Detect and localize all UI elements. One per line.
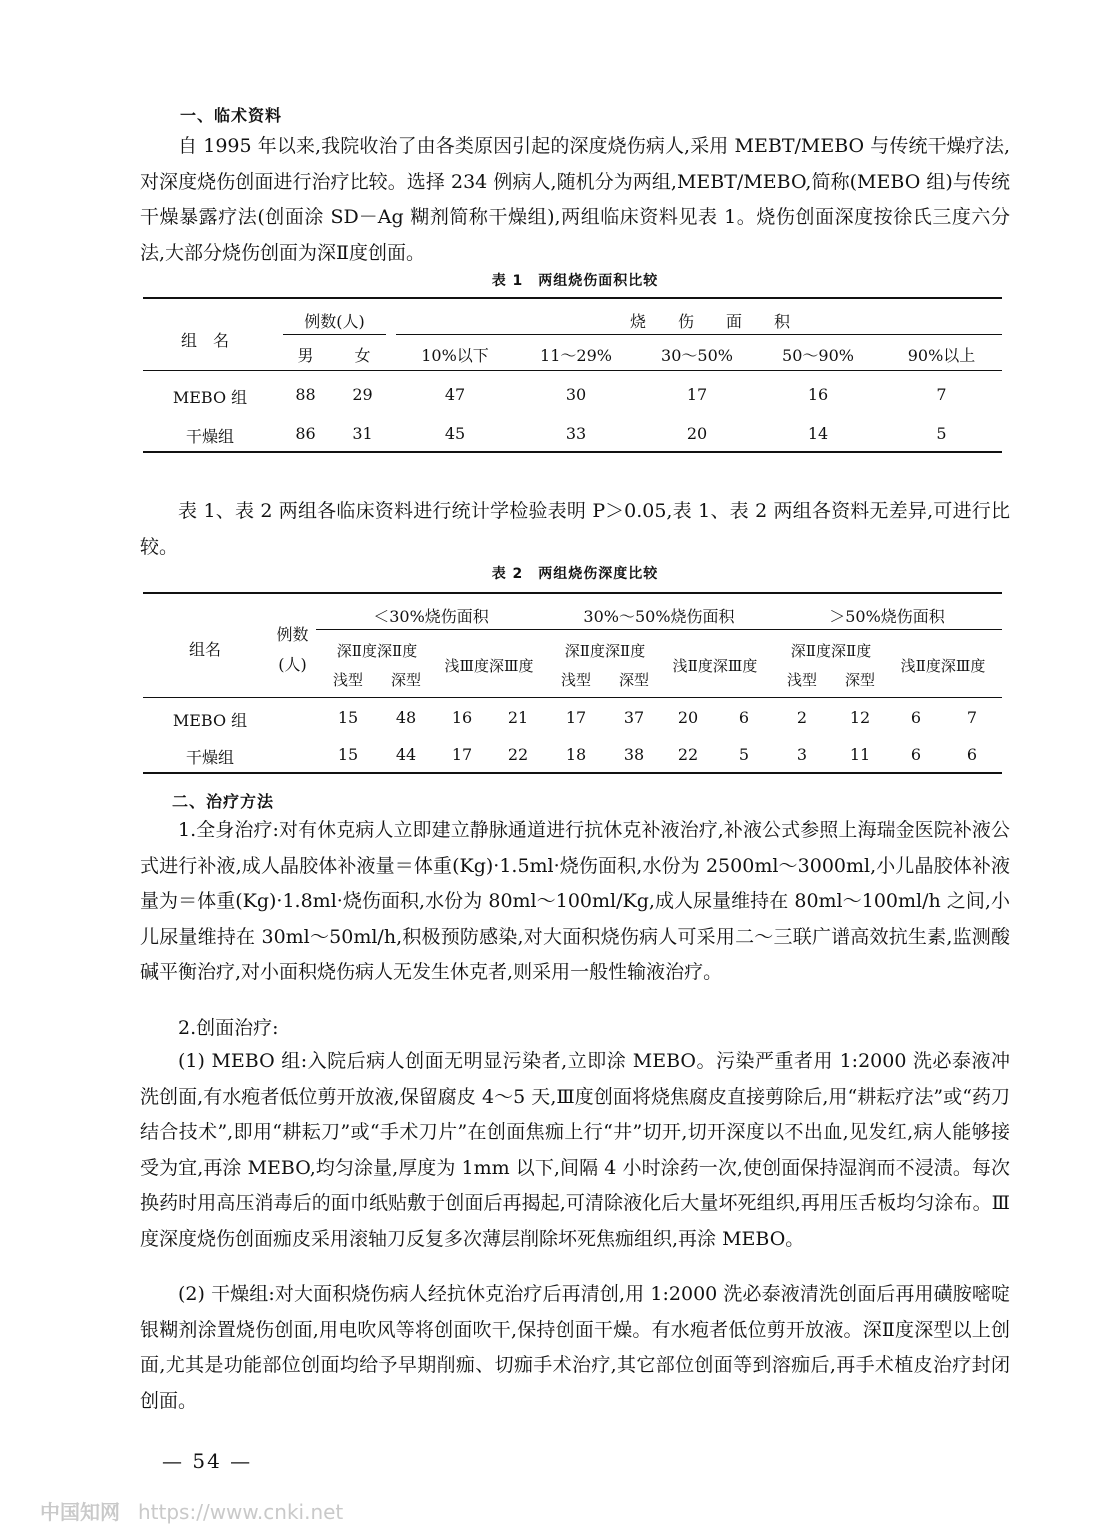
table1-head-group: 组 名 (180, 331, 229, 350)
section2-paragraph-mebo: (1) MEBO 组:入院后病人创面无明显污染者,立即涂 MEBO。污染严重者用 1:2000 洗必泰液冲洗创面,有水疱者低位剪开放液,保留腐皮 4～5 天,Ⅲ度创面将烧焦腐皮直接剪除后,用“耕耘疗法”或“药刀结合技术”,即用“耕耘刀”或“手术刀片”在创面焦痂上行“井”切开,切开深度以不出血,见发红,病人能够接受为宜,再涂 MEBO,均匀涂量,厚度为 1mm 以下,间隔 4 小时涂药一次,使创面保持湿润而不浸渍。每次换药时用高压消毒后的面巾纸贴敷于创面后再揭起,可清除液化后大量坏死组织,再用压舌板均匀涂布。Ⅲ度深度烧伤创面痂皮采用滚轴刀反复多次薄层削除坏死焦痂组织,再涂 MEBO。 (140, 1050, 1010, 1250)
table-cell: 31 (352, 424, 373, 443)
table1-caption: 表 1 两组烧伤面积比较 (491, 273, 659, 289)
table-cell: 6 (910, 745, 922, 764)
section1-heading: 一、临术资料 (180, 106, 283, 125)
table-cell: 16 (451, 708, 473, 727)
section2-heading: 二、治疗方法 (172, 792, 275, 811)
table-cell: 17 (565, 708, 587, 727)
page-number: — 54 — (162, 1449, 253, 1473)
section2-paragraph-wound-title: 2.创面治疗: (178, 1017, 279, 1039)
table-cell: 20 (677, 708, 699, 727)
table2-sub-deep2: 深Ⅱ度深Ⅱ度 (336, 642, 418, 660)
table-cell: 6 (738, 708, 750, 727)
section2-paragraph-systemic: 1.全身治疗:对有休克病人立即建立静脉通道进行抗休克补液治疗,补液公式参照上海瑞金医院补液公式进行补液,成人晶胶体补液量＝体重(Kg)·1.5ml·烧伤面积,水份为 2500ml～3000ml,小儿晶胶体补液量为＝体重(Kg)·1.8ml·烧伤面积,水份为 80ml～100ml/Kg,成人尿量维持在 80ml～100ml/h 之间,小儿尿量维持在 30ml～50ml/h,积极预防感染,对大面积烧伤病人可采用二～三联广谱高效抗生素,监测酸碱平衡治疗,对小面积烧伤病人无发生休克者,则采用一般性输液治疗。 (140, 819, 1010, 983)
table2-bottom-rule (143, 772, 1002, 774)
table-cell: 22 (507, 745, 529, 764)
watermark-url[interactable]: https://www.cnki.net (138, 1500, 344, 1524)
table2-group-rule (316, 629, 1002, 630)
table-cell: 30 (565, 385, 587, 404)
table-cell: 2 (796, 708, 808, 727)
table1-head-cases: 例数(人) (304, 312, 365, 331)
table-cell: 20 (686, 424, 708, 443)
table-cell: 17 (686, 385, 708, 404)
table-cell: 16 (807, 385, 829, 404)
table-cell: 22 (677, 745, 699, 764)
table-cell: 33 (565, 424, 587, 443)
table1-sub-female: 女 (354, 346, 371, 365)
table2-top-rule (143, 592, 1002, 594)
table2-sub-shallow: 浅型 (332, 671, 363, 689)
table-cell: 47 (444, 385, 466, 404)
table2-group-1: ＜30%烧伤面积 (373, 607, 489, 626)
table2-sub-deep: 深型 (390, 671, 421, 689)
table1-sub-area4: 50～90% (782, 346, 854, 365)
table-cell: 86 (295, 424, 316, 443)
table-cell: 3 (796, 745, 808, 764)
table2-head-group: 组名 (188, 640, 221, 659)
section1-paragraph: 自 1995 年以来,我院收治了由各类原因引起的深度烧伤病人,采用 MEBT/MEBO 与传统干燥疗法,对深度烧伤创面进行治疗比较。选择 234 例病人,随机分为两组,MEBT/MEBO,简称(MEBO 组)与传统干燥暴露疗法(创面涂 SD－Ag 糊剂简称干燥组),两组临床资料见表 1。烧伤创面深度按徐氏三度六分法,大部分烧伤创面为深Ⅱ度创面。 (140, 135, 1010, 264)
table-row-label: MEBO 组 (172, 711, 248, 730)
table2-sub-degree3: 浅Ⅲ度深Ⅲ度 (444, 657, 534, 675)
table2-sub-degree3: 浅Ⅱ度深Ⅲ度 (900, 657, 986, 675)
table-row-label: MEBO 组 (172, 388, 248, 407)
table-row-label: 干燥组 (185, 748, 234, 767)
watermark (40, 1496, 343, 1525)
table1-sub-area3: 30～50% (661, 346, 733, 365)
table-cell: 21 (507, 708, 529, 727)
watermark-brand: 中国知网 (40, 1500, 120, 1524)
table-cell: 48 (395, 708, 417, 727)
table2-group-2: 30%～50%烧伤面积 (583, 607, 735, 626)
table2-sub-deep2: 深Ⅱ度深Ⅱ度 (790, 642, 872, 660)
table2-caption: 表 2 两组烧伤深度比较 (491, 566, 659, 582)
table1-sub-area1: 10%以下 (421, 346, 489, 365)
table1-head-area: 烧 伤 面 积 (629, 312, 790, 331)
table2-header-rule (143, 697, 1002, 698)
table-cell: 17 (451, 745, 473, 764)
table2-sub-shallow: 浅型 (786, 671, 817, 689)
interstitial-paragraph: 表 1、表 2 两组各临床资料进行统计学检验表明 P＞0.05,表 1、表 2 两组各资料无差异,可进行比较。 (140, 500, 1010, 558)
table-cell: 44 (395, 745, 417, 764)
table1-sub-male: 男 (297, 346, 314, 365)
table2-head-cases: 例数 (276, 625, 309, 644)
table-cell: 7 (966, 708, 978, 727)
table-cell: 15 (337, 708, 359, 727)
table-cell: 11 (849, 745, 871, 764)
table2-sub-shallow: 浅型 (560, 671, 591, 689)
table-cell: 18 (565, 745, 587, 764)
table-cell: 29 (352, 385, 373, 404)
table2-sub-deep2: 深Ⅱ度深Ⅱ度 (564, 642, 646, 660)
table-cell: 6 (966, 745, 978, 764)
table2-head-cases-unit: (人) (278, 655, 307, 674)
table-cell: 88 (295, 385, 316, 404)
table2-group-3: ＞50%烧伤面积 (829, 607, 945, 626)
table-cell: 7 (936, 385, 947, 404)
table-row-label: 干燥组 (185, 427, 234, 446)
table2-sub-deep: 深型 (844, 671, 875, 689)
table-cell: 45 (444, 424, 466, 443)
table1-sub-area5: 90%以上 (907, 346, 976, 365)
table-cell: 12 (849, 708, 871, 727)
table-cell: 6 (910, 708, 922, 727)
table1-sub-area2: 11～29% (540, 346, 612, 365)
table-cell: 15 (337, 745, 359, 764)
section2-paragraph-dry: (2) 干燥组:对大面积烧伤病人经抗休克治疗后再清创,用 1:2000 洗必泰液清洗创面后再用磺胺嘧啶银糊剂涂置烧伤创面,用电吹风等将创面吹干,保持创面干燥。有水疱者低位剪开放液。深Ⅱ度深型以上创面,尤其是功能部位创面均给予早期削痂、切痂手术治疗,其它部位创面等到溶痂后,再手术植皮治疗封闭创面。 (140, 1283, 1010, 1412)
table-cell: 37 (623, 708, 645, 727)
table2-sub-deep: 深型 (618, 671, 649, 689)
table-cell: 5 (738, 745, 750, 764)
table-cell: 5 (936, 424, 947, 443)
table-cell: 14 (807, 424, 829, 443)
table2-sub-degree3: 浅Ⅱ度深Ⅲ度 (672, 657, 758, 675)
table-cell: 38 (623, 745, 645, 764)
